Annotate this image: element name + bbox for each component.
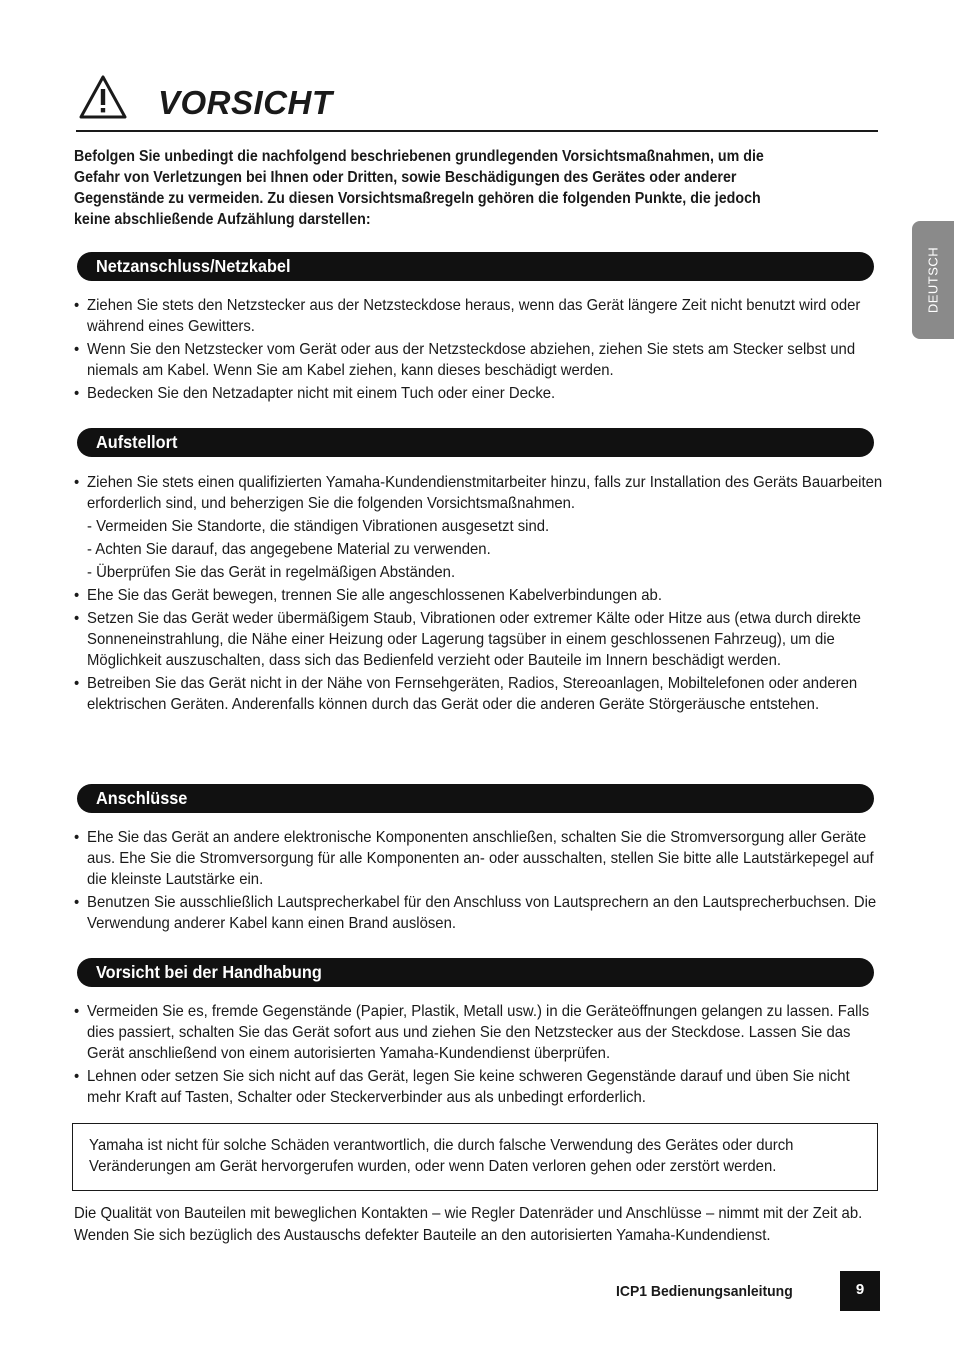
section-list-anschluesse: [74, 827, 884, 936]
list-item: • Ziehen Sie stets den Netzstecker aus der Netzsteckdose heraus, wenn das Gerät längere Zeit nicht benutzt wird oder während eines Gewitters.: [74, 295, 887, 337]
section-list-netzanschluss: [74, 295, 884, 406]
list-item: • Ehe Sie das Gerät bewegen, trennen Sie alle angeschlossenen Kabelverbindungen ab.: [74, 585, 887, 606]
list-item: • Vermeiden Sie es, fremde Gegenstände (Papier, Plastik, Metall usw.) in die Geräteöffnungen gelangen zu lassen. Falls dies passiert, schalten Sie das Gerät sofort aus und ziehen Sie den Netzstecker aus der Steckdose. Lassen Sie das Gerät anschließend von einem autorisierten Yamaha-Kundendienst überprüfen.: [74, 1001, 887, 1064]
section-heading-label: Netzanschluss/Netzkabel: [96, 256, 291, 276]
section-heading-label: Vorsicht bei der Handhabung: [96, 962, 322, 982]
list-item: • Ziehen Sie stets einen qualifizierten Yamaha-Kundendienstmitarbeiter hinzu, falls zur Installation des Geräts Bauarbeiten erforderlich sind, und beherzigen Sie die folgenden Vorsichtsmaßnahmen.: [74, 472, 887, 514]
page-title: VORSICHT: [158, 84, 333, 121]
list-item: • Betreiben Sie das Gerät nicht in der Nähe von Fernsehgeräten, Radios, Stereoanlagen, Mobiltelefonen oder anderen elektrischen Geräten. Anderenfalls können durch das Gerät oder die anderen Geräte Störgeräusche entstehen.: [74, 673, 887, 715]
page-header: [76, 70, 878, 132]
language-tab: [912, 221, 954, 339]
list-item: • Ehe Sie das Gerät an andere elektronische Komponenten anschließen, schalten Sie die Stromversorgung aller Geräte aus. Ehe Sie die Stromversorgung für alle Komponenten an- oder ausschalten, stellen Sie bitte alle Lautstärkepegel auf die kleinste Lautstärke ein.: [74, 827, 887, 890]
footer-manual-title: ICP1 Bedienungsanleitung: [616, 1283, 793, 1300]
page-number: 9: [840, 1271, 880, 1311]
section-heading-label: Aufstellort: [96, 432, 178, 452]
list-item: • Benutzen Sie ausschließlich Lautsprecherkabel für den Anschluss von Lautsprechern an den Lautsprecherbuchsen. Die Verwendung anderer Kabel kann einen Brand auslösen.: [74, 892, 887, 934]
list-item: • Lehnen oder setzen Sie sich nicht auf das Gerät, legen Sie keine schweren Gegenstände darauf und üben Sie nicht mehr Kraft auf Tasten, Schalter oder Steckerverbinder aus als unbedingt erforderlich.: [74, 1066, 887, 1108]
section-list-handhabung: [74, 1001, 884, 1110]
warning-triangle-icon: [78, 74, 128, 120]
section-heading-label: Anschlüsse: [96, 788, 188, 808]
list-item: • Wenn Sie den Netzstecker vom Gerät oder aus der Netzsteckdose abziehen, ziehen Sie stets am Stecker selbst und niemals am Kabel. Wenn Sie am Kabel ziehen, kann dieses beschädigt werden.: [74, 339, 887, 381]
list-subitem: - Überprüfen Sie das Gerät in regelmäßigen Abständen.: [87, 564, 456, 581]
notice-box: [72, 1123, 878, 1191]
section-list-aufstellort: [74, 472, 884, 717]
language-tab-label: DEUTSCH: [925, 246, 941, 314]
section-heading-aufstellort: [77, 428, 874, 457]
bottom-paragraph: Die Qualität von Bauteilen mit beweglichen Kontakten – wie Regler Datenräder und Anschlüsse – nimmt mit der Zeit ab. Wenden Sie sich bezüglich des Austauschs defekter Bauteile an den autorisierten Yamaha-Kundendienst.: [74, 1205, 863, 1244]
section-heading-anschluesse: [77, 784, 874, 813]
list-item: • Bedecken Sie den Netzadapter nicht mit einem Tuch oder einer Decke.: [74, 383, 887, 404]
section-heading-handhabung: [77, 958, 874, 987]
section-heading-netzanschluss: [77, 252, 874, 281]
notice-text: Yamaha ist nicht für solche Schäden verantwortlich, die durch falsche Verwendung des Gerätes oder durch Veränderungen am Gerät hervorgerufen wurden, oder wenn Daten verloren gehen oder zerstört werden.: [89, 1137, 794, 1175]
list-subitem: - Vermeiden Sie Standorte, die ständigen Vibrationen ausgesetzt sind.: [87, 518, 550, 535]
list-item: • Setzen Sie das Gerät weder übermäßigem Staub, Vibrationen oder extremer Kälte oder Hitze aus (etwa durch direkte Sonneneinstrahlung, die Nähe einer Heizung oder Lagerung tagsüber in einem geschlossenen Fahrzeug), um die Möglichkeit auszuschalten, dass sich das Bedienfeld verzieht oder Bauteile im Innern beschädigt werden.: [74, 608, 887, 671]
intro-text: Befolgen Sie unbedingt die nachfolgend beschriebenen grundlegenden Vorsichtsmaßnahmen, um die Gefahr von Verletzungen bei Ihnen oder Dritten, sowie Beschädigungen des Gerätes oder anderer Gegenstände zu vermeiden. Zu diesen Vorsichtsmaßregeln gehören die folgenden Punkte, die jedoch keine abschließende Aufzählung darstellen:: [74, 148, 764, 228]
list-subitem: - Achten Sie darauf, das angegebene Material zu verwenden.: [87, 541, 491, 558]
